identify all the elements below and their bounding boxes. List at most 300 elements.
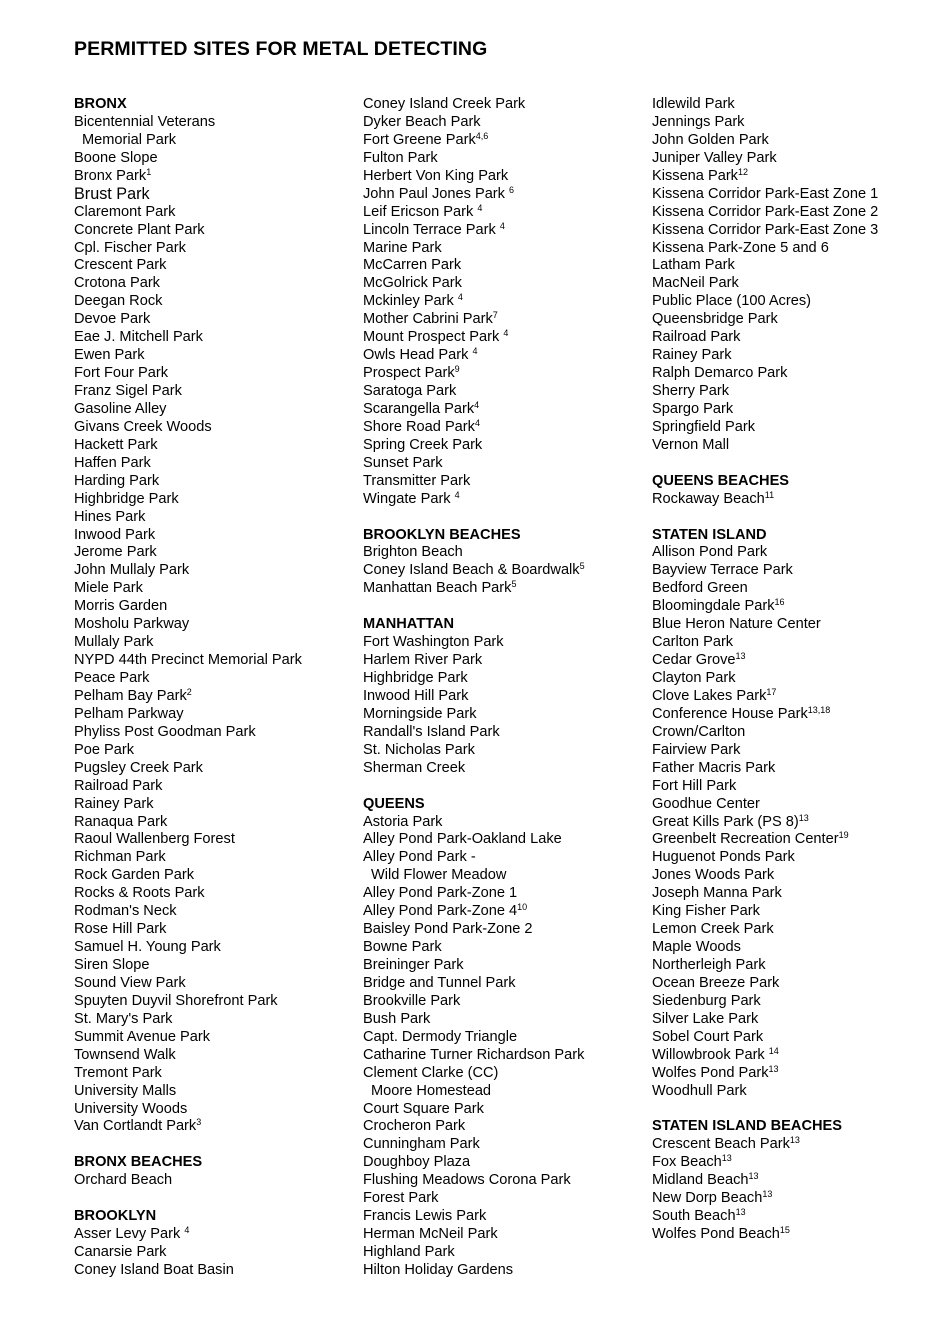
site-name-text: Jerome Park — [74, 544, 157, 561]
spacer — [652, 1101, 922, 1119]
site-name — [363, 204, 653, 222]
site-name — [363, 365, 653, 383]
site-name — [74, 383, 364, 401]
site-name — [363, 1226, 653, 1244]
site-name — [74, 1244, 364, 1262]
site-name-text: Fort Washington Park — [363, 634, 504, 651]
site-name — [363, 885, 653, 903]
site-name-text: Brighton Beach — [363, 544, 463, 561]
site-name — [652, 365, 922, 383]
site-name — [652, 598, 922, 616]
site-name — [652, 222, 922, 240]
site-name — [74, 240, 364, 258]
site-name-text: Conference House Park — [652, 705, 808, 722]
site-name — [74, 562, 364, 580]
site-name — [363, 939, 653, 957]
spacer — [363, 598, 653, 616]
site-name-text: Public Place (100 Acres) — [652, 293, 811, 310]
site-name-text: Brookville Park — [363, 992, 461, 1009]
site-name — [652, 1154, 922, 1172]
section-heading-text: QUEENS BEACHES — [652, 472, 790, 489]
site-name-text: Alley Pond Park-Zone 1 — [363, 885, 518, 902]
section-heading-text: BRONX — [74, 96, 127, 112]
site-name-text: Harding Park — [74, 472, 160, 489]
site-name-text: Marine Park — [363, 239, 442, 256]
section-heading-text: MANHATTAN — [363, 616, 455, 633]
site-name — [74, 365, 364, 383]
site-name — [363, 347, 653, 365]
spacer — [74, 1136, 364, 1154]
site-name — [652, 1083, 922, 1101]
site-name — [652, 96, 922, 114]
footnote-marker: 5 — [511, 579, 517, 590]
site-name — [363, 1118, 653, 1136]
footnote-marker: 13,18 — [807, 704, 831, 715]
site-name-text: St. Nicholas Park — [363, 741, 475, 758]
site-name-text: Rocks & Roots Park — [74, 885, 205, 902]
site-name-text: Allison Pond Park — [652, 544, 768, 561]
site-name — [652, 275, 922, 293]
site-name-text: Raoul Wallenberg Forest — [74, 831, 235, 848]
site-name-text: Morris Garden — [74, 598, 168, 615]
site-name-text: Harlem River Park — [363, 652, 483, 669]
site-name — [652, 975, 922, 993]
site-name-text: Hackett Park — [74, 436, 158, 453]
site-name — [74, 814, 364, 832]
site-name — [652, 240, 922, 258]
site-name — [652, 778, 922, 796]
site-name — [363, 401, 653, 419]
site-name — [363, 1190, 653, 1208]
site-name-text: Manhattan Beach Park — [363, 580, 512, 597]
site-name — [363, 1136, 653, 1154]
site-name-text: Gasoline Alley — [74, 400, 167, 417]
footnote-marker: 4 — [472, 346, 478, 357]
site-name-text: Prospect Park — [363, 365, 455, 382]
site-name — [363, 634, 653, 652]
site-name — [363, 1065, 653, 1083]
site-name — [363, 957, 653, 975]
site-name-text: Phyliss Post Goodman Park — [74, 723, 256, 740]
footnote-marker: 13 — [735, 1207, 746, 1218]
site-name — [652, 706, 922, 724]
site-name-text: Huguenot Ponds Park — [652, 849, 795, 866]
site-name-text: Crescent Beach Park — [652, 1136, 790, 1153]
footnote-marker: 3 — [196, 1117, 202, 1128]
site-name-text: Eae J. Mitchell Park — [74, 329, 203, 346]
site-name — [652, 168, 922, 186]
footnote-marker: 4 — [454, 489, 460, 500]
site-name — [363, 437, 653, 455]
site-name — [652, 150, 922, 168]
site-name — [363, 580, 653, 598]
site-name-text: Devoe Park — [74, 311, 151, 328]
site-name-text: Jones Woods Park — [652, 867, 775, 884]
site-name-text: Rainey Park — [74, 795, 154, 812]
site-name-text: Kissena Corridor Park-East Zone 2 — [652, 203, 879, 220]
site-name-text: John Golden Park — [652, 131, 769, 148]
section-heading — [74, 1208, 364, 1226]
site-name-text: Woodhull Park — [652, 1082, 747, 1099]
site-name-text: Joseph Manna Park — [652, 885, 782, 902]
site-name — [74, 849, 364, 867]
site-name-text: Spring Creek Park — [363, 436, 483, 453]
site-name-text: Leif Ericson Park — [363, 203, 474, 220]
site-name-text: Tremont Park — [74, 1064, 162, 1081]
site-name — [652, 760, 922, 778]
site-name — [363, 1083, 653, 1101]
spacer — [652, 455, 922, 473]
footnote-marker: 4 — [503, 328, 509, 339]
footnote-marker: 11 — [764, 489, 775, 500]
site-name-text: Kissena Park — [652, 167, 738, 184]
site-name-text: Shore Road Park — [363, 418, 475, 435]
site-name-text: Doughboy Plaza — [363, 1154, 471, 1171]
site-name — [363, 222, 653, 240]
site-name — [74, 598, 364, 616]
site-name — [74, 544, 364, 562]
site-name — [652, 401, 922, 419]
site-name — [652, 329, 922, 347]
site-name — [74, 1101, 364, 1119]
site-name — [363, 1244, 653, 1262]
site-name-text: Fox Beach — [652, 1154, 722, 1171]
site-name-text: Clove Lakes Park — [652, 687, 767, 704]
site-name-text: Fort Greene Park — [363, 131, 476, 148]
footnote-marker: 10 — [517, 902, 528, 913]
site-name-text: Alley Pond Park - — [363, 849, 476, 866]
site-name-text: Francis Lewis Park — [363, 1208, 487, 1225]
site-name — [74, 509, 364, 527]
site-name-text: Coney Island Boat Basin — [74, 1261, 234, 1278]
site-name — [74, 921, 364, 939]
section-heading — [74, 1154, 364, 1172]
site-name-text: Bicentennial Veterans — [74, 113, 216, 130]
site-name-text: Boone Slope — [74, 149, 158, 166]
site-name-text: Peace Park — [74, 670, 150, 686]
site-name-text: Breininger Park — [363, 957, 464, 973]
site-name-text: Spargo Park — [652, 400, 734, 417]
site-name-text: Wingate Park — [363, 490, 451, 507]
site-name — [652, 419, 922, 437]
site-name-text: King Fisher Park — [652, 903, 760, 920]
site-name-text: Saratoga Park — [363, 383, 457, 399]
site-name-text: Maple Woods — [652, 939, 741, 956]
site-name-text: Bedford Green — [652, 580, 748, 597]
footnote-marker: 13 — [735, 651, 746, 662]
footnote-marker: 4 — [474, 399, 480, 410]
footnote-marker: 4 — [477, 202, 483, 213]
site-name-text: Fairview Park — [652, 741, 741, 758]
site-name — [74, 329, 364, 347]
site-name — [652, 634, 922, 652]
site-name-text: Sunset Park — [363, 454, 443, 471]
footnote-marker: 4 — [457, 292, 463, 303]
site-name-text: Railroad Park — [74, 777, 163, 794]
site-name-text: Herman McNeil Park — [363, 1226, 498, 1243]
site-name — [363, 240, 653, 258]
site-name — [652, 383, 922, 401]
spacer — [652, 509, 922, 527]
site-name — [363, 1262, 653, 1280]
site-name — [652, 670, 922, 688]
site-name — [363, 168, 653, 186]
site-name-text: Lemon Creek Park — [652, 921, 774, 938]
site-name-text: Rainey Park — [652, 347, 732, 364]
site-name — [652, 562, 922, 580]
site-name-text: Morningside Park — [363, 705, 477, 722]
site-name — [363, 1047, 653, 1065]
site-name-text: Springfield Park — [652, 418, 756, 435]
site-name — [652, 867, 922, 885]
site-name — [74, 491, 364, 509]
site-name-text: Coney Island Beach & Boardwalk — [363, 562, 580, 579]
site-name-text: Highbridge Park — [74, 490, 179, 507]
site-name — [74, 1029, 364, 1047]
footnote-marker: 15 — [779, 1225, 790, 1236]
footnote-marker: 16 — [774, 597, 785, 608]
footnote-marker: 19 — [838, 830, 849, 841]
site-name-text: Railroad Park — [652, 329, 741, 346]
footnote-marker: 13 — [721, 1153, 732, 1164]
site-name-text: Juniper Valley Park — [652, 149, 777, 166]
site-name-text: Queensbridge Park — [652, 311, 778, 328]
site-name — [363, 257, 653, 275]
site-name-text: Rockaway Beach — [652, 490, 765, 507]
site-name — [652, 1029, 922, 1047]
section-heading — [652, 1118, 922, 1136]
site-name — [363, 383, 653, 401]
site-name — [74, 186, 364, 204]
site-name-text: Astoria Park — [363, 813, 443, 830]
site-name — [363, 132, 653, 150]
site-name-text: Claremont Park — [74, 203, 176, 220]
footnote-marker: 4,6 — [475, 130, 489, 141]
site-name-text: Inwood Hill Park — [363, 687, 469, 704]
site-name — [652, 993, 922, 1011]
site-name — [74, 275, 364, 293]
footnote-marker: 13 — [762, 1189, 773, 1200]
site-name-text: Transmitter Park — [363, 472, 471, 489]
site-name — [652, 186, 922, 204]
site-name-text: Pelham Bay Park — [74, 687, 187, 704]
site-name-text: Van Cortlandt Park — [74, 1118, 197, 1135]
site-name-text: Blue Heron Nature Center — [652, 616, 821, 633]
site-name-text: John Mullaly Park — [74, 562, 190, 579]
site-name — [74, 1226, 364, 1244]
site-name — [74, 473, 364, 491]
site-name-text: Ocean Breeze Park — [652, 974, 780, 991]
site-name — [74, 867, 364, 885]
footnote-marker: 13 — [789, 1135, 800, 1146]
site-name-text: NYPD 44th Precinct Memorial Park — [74, 652, 302, 669]
column-3 — [652, 96, 922, 1244]
site-name-text: Vernon Mall — [652, 436, 730, 453]
site-name-text: University Malls — [74, 1082, 177, 1099]
site-name-text: Siren Slope — [74, 957, 150, 973]
site-name — [652, 347, 922, 365]
site-name — [652, 1172, 922, 1190]
site-name — [74, 114, 364, 132]
section-heading — [363, 616, 653, 634]
site-name — [74, 293, 364, 311]
site-name — [74, 527, 364, 545]
site-name — [74, 885, 364, 903]
site-name-text: Samuel H. Young Park — [74, 939, 221, 956]
site-name — [74, 1118, 364, 1136]
site-name — [363, 724, 653, 742]
section-heading-text: BROOKLYN BEACHES — [363, 526, 521, 543]
site-name — [363, 544, 653, 562]
site-name-text: Inwood Park — [74, 526, 156, 543]
site-name-text: Miele Park — [74, 580, 143, 597]
site-name-text: Townsend Walk — [74, 1046, 176, 1063]
site-name-text: Hilton Holiday Gardens — [363, 1261, 514, 1278]
footnote-marker: 4 — [499, 220, 505, 231]
site-name — [363, 921, 653, 939]
site-name — [652, 1190, 922, 1208]
site-name-text: Cedar Grove — [652, 652, 736, 669]
site-name — [652, 903, 922, 921]
site-name — [652, 580, 922, 598]
site-name — [363, 1208, 653, 1226]
site-name-text: Deegan Rock — [74, 293, 163, 310]
site-name-text: Richman Park — [74, 849, 166, 866]
site-name — [363, 742, 653, 760]
site-name-text: Bush Park — [363, 1010, 431, 1027]
footnote-marker: 13 — [748, 1171, 759, 1182]
section-heading-text: STATEN ISLAND — [652, 526, 767, 543]
spacer — [363, 778, 653, 796]
site-name — [652, 437, 922, 455]
site-name-text: Father Macris Park — [652, 759, 776, 776]
site-name-text: Jennings Park — [652, 113, 745, 130]
site-name — [74, 742, 364, 760]
site-name — [652, 921, 922, 939]
site-name — [74, 1047, 364, 1065]
section-heading-text: QUEENS — [363, 795, 425, 812]
site-name-text: Haffen Park — [74, 454, 151, 471]
site-name — [363, 455, 653, 473]
section-heading — [652, 473, 922, 491]
site-name — [74, 706, 364, 724]
site-name-text: Kissena Park-Zone 5 and 6 — [652, 239, 829, 256]
site-name-text: Clayton Park — [652, 670, 736, 686]
site-name-text: Rock Garden Park — [74, 867, 195, 884]
site-name — [74, 993, 364, 1011]
site-name — [363, 1011, 653, 1029]
site-name-text: Cunningham Park — [363, 1136, 480, 1153]
section-heading — [652, 527, 922, 545]
footnote-marker: 7 — [492, 310, 498, 321]
site-name — [652, 132, 922, 150]
site-name-text: Brust Park — [74, 184, 150, 203]
site-name — [363, 114, 653, 132]
site-name — [74, 257, 364, 275]
site-name — [652, 1136, 922, 1154]
site-name — [652, 885, 922, 903]
site-name-text: Fulton Park — [363, 149, 438, 166]
site-name — [363, 849, 653, 867]
site-name-text: Catharine Turner Richardson Park — [363, 1046, 585, 1063]
site-name — [74, 204, 364, 222]
site-name — [363, 670, 653, 688]
site-name-text: Dyker Beach Park — [363, 113, 481, 130]
site-name-text: Crocheron Park — [363, 1118, 466, 1135]
footnote-marker: 1 — [146, 166, 152, 177]
site-name — [363, 96, 653, 114]
site-name-text: Wolfes Pond Beach — [652, 1226, 780, 1243]
site-name — [74, 796, 364, 814]
site-name — [74, 168, 364, 186]
site-name-text: Ranaqua Park — [74, 813, 168, 830]
site-name — [652, 688, 922, 706]
footnote-marker: 2 — [186, 686, 192, 697]
site-name-text: Concrete Plant Park — [74, 221, 205, 238]
site-name-text: Idlewild Park — [652, 96, 735, 112]
column-1 — [74, 96, 364, 1280]
site-name — [652, 616, 922, 634]
site-name — [363, 760, 653, 778]
site-name-text: Carlton Park — [652, 634, 734, 651]
footnote-marker: 17 — [766, 686, 777, 697]
site-name-text: Latham Park — [652, 257, 735, 274]
site-name-text: Midland Beach — [652, 1172, 749, 1189]
site-name — [363, 1154, 653, 1172]
site-name-text: Sherman Creek — [363, 759, 466, 776]
site-name-text: Pelham Parkway — [74, 705, 184, 722]
section-heading — [363, 527, 653, 545]
site-name-text: Owls Head Park — [363, 347, 469, 364]
site-name — [652, 1065, 922, 1083]
site-name — [652, 831, 922, 849]
site-name — [363, 652, 653, 670]
site-name-text: South Beach — [652, 1208, 736, 1225]
section-heading-text: BROOKLYN — [74, 1208, 157, 1225]
site-name — [363, 186, 653, 204]
site-name-text: Franz Sigel Park — [74, 383, 182, 399]
site-name — [652, 544, 922, 562]
site-name — [652, 957, 922, 975]
site-name-text: McCarren Park — [363, 257, 462, 274]
site-name — [652, 849, 922, 867]
site-name — [74, 150, 364, 168]
site-name — [363, 491, 653, 509]
site-name — [363, 867, 653, 885]
section-heading-text: STATEN ISLAND BEACHES — [652, 1118, 842, 1135]
site-name — [74, 455, 364, 473]
footnote-marker: 13 — [768, 1063, 779, 1074]
site-name — [363, 1172, 653, 1190]
site-name — [363, 150, 653, 168]
site-name — [74, 1065, 364, 1083]
site-name — [74, 1172, 364, 1190]
section-heading — [74, 96, 364, 114]
site-name — [652, 1047, 922, 1065]
site-name-text: Hines Park — [74, 508, 146, 525]
site-name — [652, 724, 922, 742]
site-name — [652, 491, 922, 509]
site-name — [652, 1208, 922, 1226]
site-name-text: Capt. Dermody Triangle — [363, 1028, 518, 1045]
column-2 — [363, 96, 653, 1280]
site-name-text: Crotona Park — [74, 275, 160, 292]
site-name — [652, 114, 922, 132]
site-name-text: Scarangella Park — [363, 400, 475, 417]
site-name-text: University Woods — [74, 1100, 188, 1117]
page-title: PERMITTED SITES FOR METAL DETECTING — [74, 38, 488, 60]
site-name-text: Greenbelt Recreation Center — [652, 831, 839, 848]
